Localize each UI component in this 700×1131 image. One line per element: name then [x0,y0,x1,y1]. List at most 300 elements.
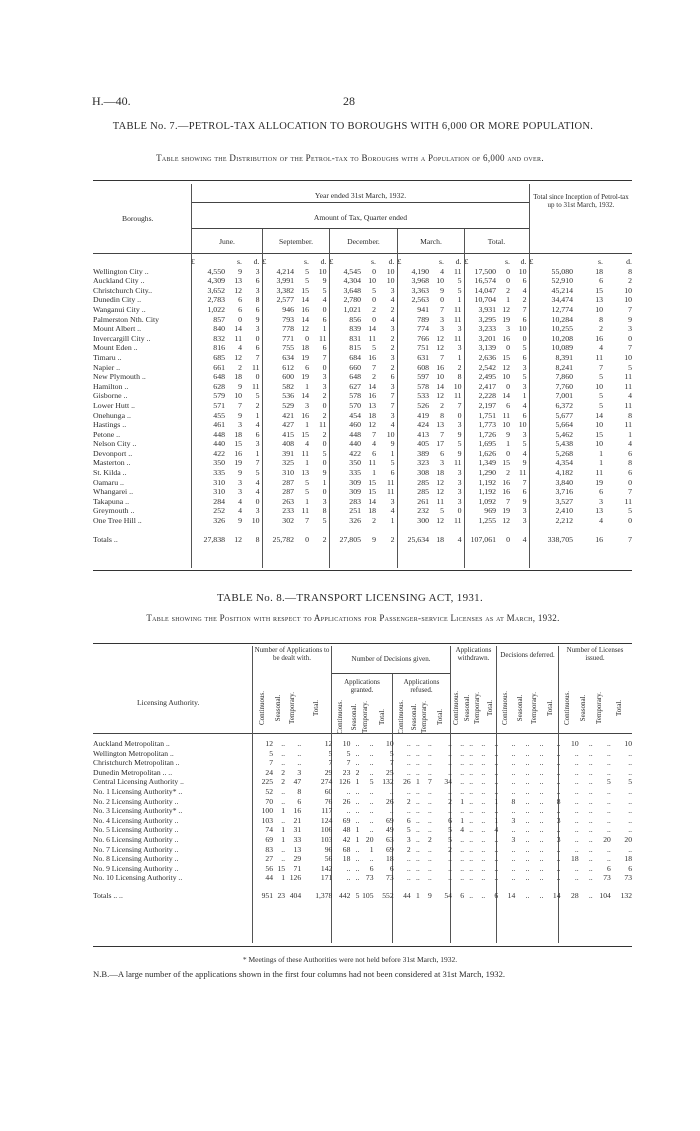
borough-name: Lower Hutt .. [93,400,136,410]
amount-cell: 27,805 [339,534,361,544]
count-cell: .. [415,825,420,835]
amount-cell: 3 [242,286,262,296]
count-cell: 7 [346,758,351,768]
count-cell: .. [448,863,452,873]
count-cell: .. [588,854,593,864]
amount-cell: 11 [444,334,464,344]
amount-cell: 3 [376,497,397,507]
count-cell: .. [346,806,351,816]
count-cell: 7 [328,758,333,768]
count-cell: .. [606,758,611,768]
count-cell: .. [369,854,374,864]
amount-cell: 9 [238,381,242,391]
amount-cell: 0 [628,333,632,343]
amount-cell: 16 [436,362,444,372]
amount-cell: 10,704 [474,295,496,305]
amount-cell: 3 [238,487,242,497]
amount-cell: 11 [376,478,397,488]
count-cell: .. [628,767,632,777]
amount-cell: 6 [309,315,329,325]
table-row [93,363,632,373]
count-cell: 29 [324,767,333,777]
count-cell: .. [415,834,420,844]
amount-cell: 0 [309,458,329,468]
count-cell: 12 [324,739,333,748]
count-cell: 2 [355,767,360,777]
amount-cell: 612 [282,362,294,372]
amount-cell: 1 [305,381,309,391]
authority-name: No. 9 Licensing Authority .. [93,863,179,873]
count-cell: .. [460,739,464,748]
count-cell: 5 [328,748,333,758]
count-cell: .. [588,825,593,835]
count-cell: .. [494,777,499,787]
count-cell: 24 [265,767,273,777]
count-cell: 20 [365,834,374,844]
count-cell: 274 [320,777,333,787]
count-cell: .. [525,863,530,873]
amount-cell: 2,780 [343,295,361,305]
count-cell: .. [606,796,611,806]
unit-label: £ [262,257,267,266]
amount-cell: 579 [213,391,225,401]
count-cell: 2 [448,844,452,854]
amount-cell: 1 [506,295,510,305]
amount-cell: 16 [595,333,603,343]
count-cell: 14 [507,890,516,900]
sub-heading-label: Temporary. [361,701,369,733]
count-cell: .. [469,758,474,768]
amount-cell: 1 [599,448,603,458]
table7-units-row [93,257,632,267]
count-cell: .. [539,786,544,796]
amount-cell: 16 [368,352,376,362]
amount-cell: 578 [417,381,429,391]
amount-cell: 0 [238,314,242,324]
amount-cell: 13 [595,295,603,305]
amount-cell: 6 [305,362,309,372]
amount-cell: 9 [309,468,329,478]
count-cell: .. [369,806,374,816]
amount-cell: 832 [213,333,225,343]
amount-cell: 11 [624,496,632,506]
amount-cell: 10 [376,267,397,277]
count-cell: .. [588,890,593,900]
amount-cell: 4,545 [343,266,361,276]
amount-cell: 11 [624,420,632,430]
count-cell: .. [481,806,486,816]
count-cell: .. [628,748,632,758]
amount-cell: 12 [436,343,444,353]
amount-cell: 16 [595,534,603,544]
count-cell: .. [355,815,360,825]
amount-cell: 5 [444,276,464,286]
amount-cell: 6 [510,276,529,286]
count-cell: .. [428,748,432,758]
count-cell: .. [415,815,420,825]
amount-cell: 25,634 [407,534,429,544]
count-cell: .. [460,786,464,796]
count-cell: 2 [281,777,286,787]
unit-label: d. [510,257,529,267]
borough-name: Dunedin City .. [93,295,142,305]
amount-cell: 27,838 [203,534,225,544]
amount-cell: 2,417 [478,381,496,391]
table-row [93,816,632,826]
count-cell: .. [355,748,360,758]
amount-cell: 1,192 [478,477,496,487]
amount-cell: 11 [444,516,464,526]
amount-cell: 2 [372,372,376,382]
unit-label: £ [464,257,469,266]
amount-cell: 3 [242,267,262,277]
count-cell: 16 [293,806,302,816]
amount-cell: 309 [349,477,361,487]
count-cell: 126 [289,873,302,883]
amount-cell: 570 [349,400,361,410]
amount-cell: 3 [506,324,510,334]
amount-cell: 6 [376,372,397,382]
table-row [93,401,632,411]
table-row [93,497,632,507]
amount-cell: 4 [309,295,329,305]
count-cell: .. [525,825,530,835]
count-cell: 1,378 [315,890,333,900]
amount-cell: 7 [238,400,242,410]
count-cell: 54 [444,890,452,900]
table-row [93,873,632,883]
count-cell: .. [355,863,360,873]
amount-cell: 1,290 [478,468,496,478]
amount-cell: 1 [305,458,309,468]
amount-cell: 9 [238,468,242,478]
amount-cell: 5,462 [555,429,573,439]
borough-name: Hamilton .. [93,381,129,391]
table8-sub-heading [472,684,482,732]
amount-cell: 455 [213,410,225,420]
count-cell: .. [588,739,593,748]
amount-cell: 4 [628,439,632,449]
count-cell: 132 [620,890,632,900]
count-cell: .. [525,806,530,816]
totals-row [93,526,632,545]
amount-cell: 460 [349,420,361,430]
amount-cell: 16 [368,391,376,401]
authority-name: No. 7 Licensing Authority .. [93,844,179,854]
amount-cell: 3 [309,382,329,392]
amount-cell: 10 [376,430,397,440]
amount-cell: 4 [242,420,262,430]
table-row [93,372,632,382]
count-cell: .. [628,796,632,806]
count-cell: .. [525,758,530,768]
count-cell: .. [415,748,420,758]
count-cell: 5 [606,777,611,787]
amount-cell: 12 [234,285,242,295]
table-row [93,468,632,478]
amount-cell: 19 [595,477,603,487]
count-cell: 5 [389,748,394,758]
amount-cell: 7 [506,496,510,506]
count-cell: .. [574,825,579,835]
table-row [93,845,632,855]
count-cell: 21 [293,815,302,825]
count-cell: .. [355,786,360,796]
count-cell: .. [389,786,394,796]
amount-cell: 326 [213,516,225,526]
amount-cell: 0 [506,534,510,544]
sub-heading-label: Temporary. [288,692,296,724]
table-row [93,315,632,325]
table8-sub-heading [257,684,267,732]
amount-cell: 6 [510,315,529,325]
amount-cell: 12,774 [551,304,573,314]
amount-cell: 2,563 [411,295,429,305]
amount-cell: 5 [242,468,262,478]
count-cell: 3 [511,815,516,825]
unit-label: £ [329,257,334,266]
amount-cell: 16 [502,477,510,487]
amount-cell: 14 [502,391,510,401]
table-row [93,449,632,459]
count-cell: 96 [324,844,333,854]
amount-cell: 9 [372,534,376,544]
amount-cell: 3 [510,506,529,516]
amount-cell: 12 [436,391,444,401]
amount-cell: 3 [510,382,529,392]
count-cell: .. [281,844,286,854]
amount-cell: 634 [282,352,294,362]
amount-cell: 9 [444,449,464,459]
count-cell: 34 [444,777,452,787]
amount-cell: 4 [510,401,529,411]
amount-cell: 3 [510,430,529,440]
count-cell: .. [606,854,611,864]
amount-cell: 0 [242,372,262,382]
amount-cell: 7 [376,391,397,401]
table-row [93,787,632,797]
table7-body [93,257,632,544]
count-cell: .. [428,767,432,777]
amount-cell: 11 [309,420,329,430]
table8-head-authority: Licensing Authority. [137,698,200,707]
amount-cell: 10 [595,420,603,430]
amount-cell: 3 [305,400,309,410]
amount-cell: 660 [349,362,361,372]
amount-cell: 6 [506,400,510,410]
table-row [93,458,632,468]
amount-cell: 4 [599,516,603,526]
count-cell: .. [588,758,593,768]
amount-cell: 5 [242,391,262,401]
count-cell: 27 [265,854,273,864]
amount-cell: 628 [213,381,225,391]
count-cell: .. [369,825,374,835]
amount-cell: 16 [301,410,309,420]
amount-cell: 8 [628,458,632,468]
table7-head-september: September. [279,237,313,246]
amount-cell: 529 [282,400,294,410]
amount-cell: 2 [309,391,329,401]
amount-cell: 15 [368,477,376,487]
borough-name: Whangarei .. [93,487,134,497]
count-cell: .. [525,786,530,796]
amount-cell: 14 [595,410,603,420]
count-cell: 15 [277,863,286,873]
amount-cell: 15 [595,429,603,439]
count-cell: 83 [265,844,273,854]
amount-cell: 11 [368,333,376,343]
amount-cell: 12 [234,352,242,362]
unit-label: £ [529,257,534,266]
amount-cell: 11 [242,382,262,392]
count-cell: .. [469,863,474,873]
count-cell: .. [481,777,486,787]
amount-cell: 2 [440,400,444,410]
amount-cell: 350 [349,458,361,468]
count-cell: 442 [339,890,351,900]
count-cell: 4 [460,825,464,835]
amount-cell: 4,190 [411,266,429,276]
count-cell: .. [460,844,464,854]
count-cell: 7 [389,758,394,768]
amount-cell: 15 [301,429,309,439]
amount-cell: 11 [624,400,632,410]
amount-cell: 1,349 [478,458,496,468]
count-cell: 2 [281,767,286,777]
table-row [93,854,632,864]
sub-heading-label: Continuous. [336,699,344,735]
amount-cell: 5 [305,266,309,276]
table8-note: N.B.—A large number of the applications shown in the first four columns had not been considered at 31st March, 1932. [93,969,506,979]
amount-cell: 11 [242,363,262,373]
table8-head-decisions: Number of Decisions given. [351,655,431,663]
unit-label: s. [439,257,444,266]
count-cell: 552 [382,890,394,900]
amount-cell: 427 [282,420,294,430]
amount-cell: 9 [376,439,397,449]
amount-cell: 8,241 [555,362,573,372]
table8-body [93,739,632,901]
table7-head-rule-year [192,202,529,203]
amount-cell: 661 [213,362,225,372]
amount-cell: 3,648 [343,285,361,295]
count-cell: .. [415,844,420,854]
sub-heading-label: Seasonal. [579,694,587,722]
count-cell: .. [460,748,464,758]
count-cell: .. [415,854,420,864]
count-cell: .. [494,844,499,854]
count-cell: 1 [355,825,360,835]
count-cell: .. [494,758,499,768]
count-cell: 69 [265,834,273,844]
count-cell: .. [481,834,486,844]
amount-cell: 4,550 [207,266,225,276]
amount-cell: 0 [309,487,329,497]
count-cell: .. [574,863,579,873]
authority-name: No. 6 Licensing Authority .. [93,834,179,844]
count-cell: 1 [281,825,286,835]
amount-cell: 12 [368,420,376,430]
count-cell: .. [415,873,420,883]
count-cell: .. [556,758,561,768]
amount-cell: 2 [506,285,510,295]
amount-cell: 6 [242,276,262,286]
amount-cell: 3,363 [411,285,429,295]
amount-cell: 18 [301,343,309,353]
count-cell: .. [606,748,611,758]
amount-cell: 3 [599,496,603,506]
sub-heading-label: Seasonal. [349,703,358,731]
count-cell: 3 [556,815,561,825]
count-cell: .. [415,806,420,816]
amount-cell: 16 [502,487,510,497]
borough-name: Greymouth .. [93,506,135,516]
amount-cell: 335 [349,468,361,478]
count-cell: 69 [342,815,351,825]
count-cell: .. [281,786,286,796]
borough-name: St. Kilda .. [93,468,127,478]
amount-cell: 7 [305,516,309,526]
amount-cell: 1,695 [478,439,496,449]
table-row [93,420,632,430]
table-row [93,478,632,488]
amount-cell: 7 [309,353,329,363]
amount-cell: 3,716 [555,487,573,497]
count-cell: .. [448,873,452,883]
table-row [93,286,632,296]
count-cell: .. [588,748,593,758]
amount-cell: 6 [510,487,529,497]
amount-cell: 0 [506,448,510,458]
count-cell: .. [469,825,474,835]
count-cell: 8 [556,796,561,806]
amount-cell: 11 [595,352,603,362]
amount-cell: 4 [510,526,529,545]
count-cell: .. [481,873,486,883]
count-cell: 10 [571,739,579,748]
authority-name: Auckland Metropolitan .. [93,739,170,748]
borough-name: Masterton .. [93,458,131,468]
amount-cell: 454 [349,410,361,420]
amount-cell: 19 [234,458,242,468]
count-cell: 103 [320,834,333,844]
amount-cell: 9 [440,285,444,295]
table-row [93,382,632,392]
count-cell: .. [556,786,561,796]
count-cell: 44 [403,890,411,900]
amount-cell: 2 [376,343,397,353]
amount-cell: 16,574 [474,276,496,286]
amount-cell: 0 [309,401,329,411]
count-cell: 5 [448,825,452,835]
count-cell: .. [588,796,593,806]
amount-cell: 3,139 [478,343,496,353]
amount-cell: 5 [510,372,529,382]
sub-heading-label: Temporary. [420,701,428,733]
count-cell: .. [406,786,411,796]
amount-cell: 287 [282,477,294,487]
count-cell: .. [448,748,452,758]
count-cell: .. [511,825,516,835]
amount-cell: 0 [506,266,510,276]
authority-name: No. 2 Licensing Authority .. [93,796,179,806]
count-cell: .. [556,873,561,883]
count-cell: .. [628,825,632,835]
amount-cell: 405 [417,439,429,449]
amount-cell: 18 [234,372,242,382]
amount-cell: 755 [282,343,294,353]
